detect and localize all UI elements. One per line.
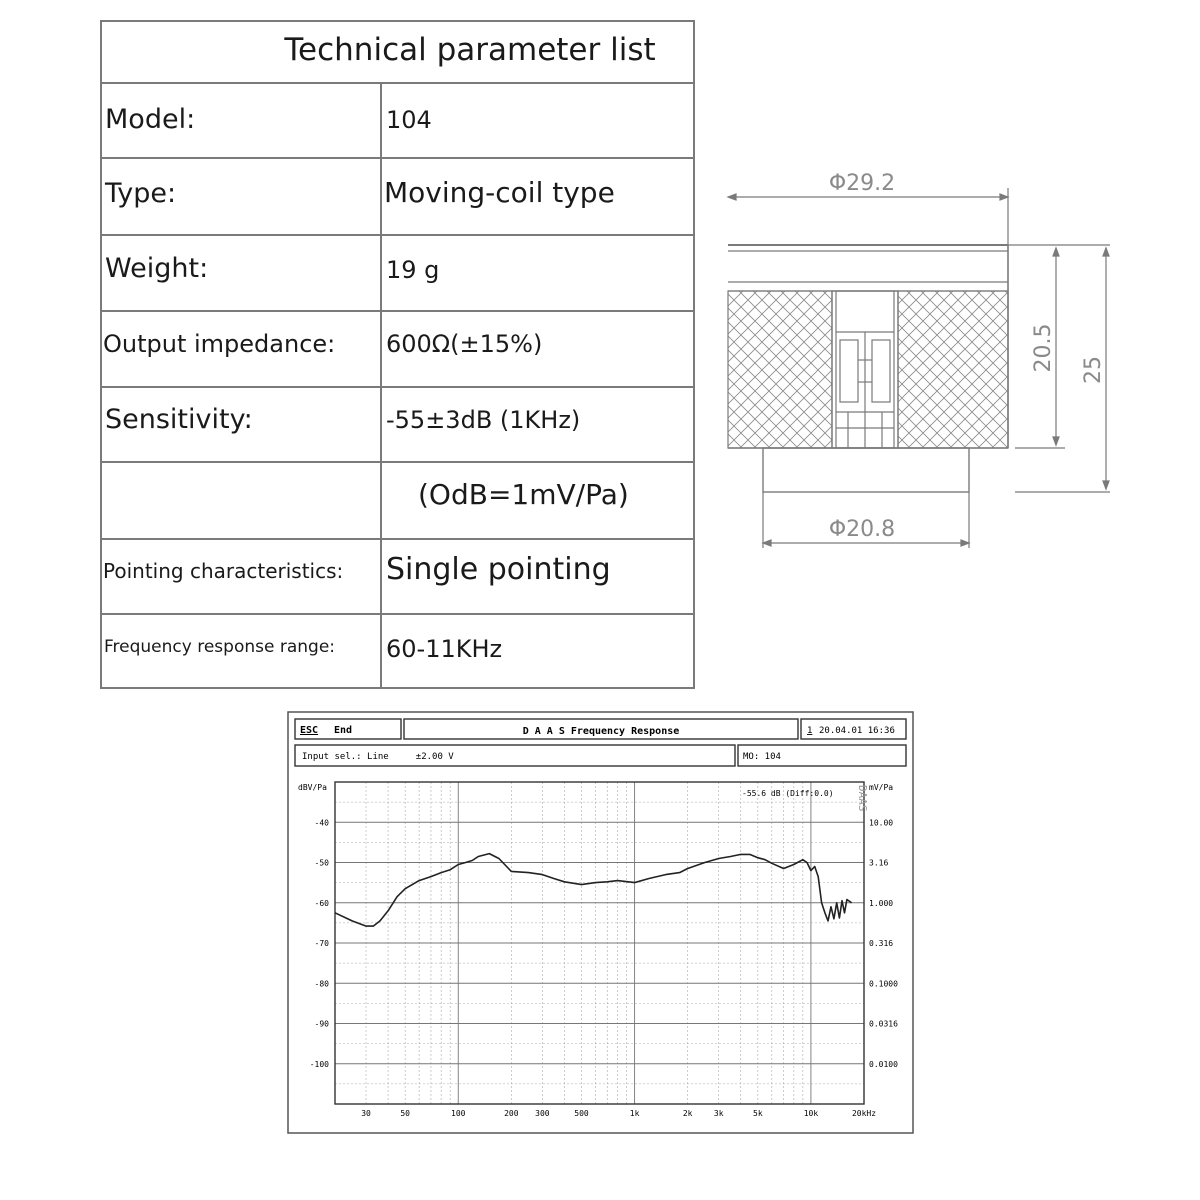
frequency-response-window (287, 711, 914, 1134)
table-rule (100, 461, 695, 463)
dim-arrow (1103, 481, 1109, 489)
x-tick-label: 1k (629, 1109, 640, 1118)
dim-label-top: Φ29.2 (828, 171, 896, 196)
table-rule (100, 157, 695, 159)
daas-watermark: DAAS (856, 785, 869, 812)
y-tick-label-left: -50 (314, 858, 329, 868)
end-key[interactable]: End (334, 725, 353, 736)
param-value-model: 104 (386, 106, 432, 134)
param-label-type: Type: (105, 178, 177, 209)
model-tag: MO: 104 (743, 752, 781, 762)
dim-arrow (728, 194, 736, 200)
param-value-reference: (OdB=1mV/Pa) (418, 478, 629, 511)
y-tick-label-right: 0.0316 (869, 1019, 898, 1029)
esc-key[interactable]: ESC (300, 725, 319, 736)
date-time: 20.04.01 16:36 (819, 726, 895, 736)
y-tick-label-right: 3.16 (869, 858, 889, 868)
frequency-response-svg (287, 711, 914, 1134)
y-tick-label-left: -60 (314, 898, 329, 908)
y-tick-label-right: 10.00 (869, 818, 894, 828)
x-tick-label: 2k (682, 1109, 693, 1118)
param-value-frequency: 60-11KHz (386, 635, 503, 663)
y-tick-label-left: -80 (314, 979, 329, 989)
analyzer-title: D A A S Frequency Response (522, 726, 680, 737)
core-detail (840, 340, 858, 402)
x-tick-label: 5k (753, 1109, 763, 1118)
level-readout: -55.6 dB (Diff:0.0) (742, 789, 834, 798)
dim-arrow (1103, 248, 1109, 256)
x-tick-label: 10k (803, 1109, 819, 1118)
table-rule (100, 386, 695, 388)
x-tick-label: 50 (400, 1109, 410, 1118)
table-rule (100, 20, 695, 22)
input-select-label: Input sel.: Line ±2.00 V (302, 752, 454, 762)
table-rule (100, 234, 695, 236)
x-tick-label: 3k (713, 1109, 724, 1118)
param-label-sensitivity: Sensitivity: (105, 404, 253, 435)
hatched-section-right (898, 291, 1008, 448)
dim-label-outer: 25 (1081, 356, 1106, 384)
y-tick-label-right: 0.1000 (869, 979, 898, 989)
capsule-drawing-svg (720, 160, 1120, 550)
y-tick-label-left: -90 (314, 1019, 329, 1029)
dim-arrow (763, 540, 771, 546)
param-value-impedance: 600Ω(±15%) (386, 330, 543, 358)
y-tick-label-left: -100 (309, 1059, 329, 1069)
table-rule (100, 310, 695, 312)
dim-label-inner: 20.5 (1031, 323, 1056, 373)
param-value-sensitivity: -55±3dB (1KHz) (386, 406, 581, 434)
param-label-model: Model: (105, 104, 196, 135)
x-tick-label: 100 (451, 1109, 466, 1118)
y-axis-left-title: dBV/Pa (298, 783, 327, 792)
y-tick-label-right: 1.000 (869, 898, 894, 908)
table-rule (380, 82, 382, 689)
x-tick-label: 20kHz (851, 1109, 877, 1118)
table-rule (693, 20, 695, 689)
core-detail (872, 340, 890, 402)
param-label-pointing: Pointing characteristics: (103, 559, 344, 583)
table-title: Technical parameter list (284, 32, 656, 68)
param-value-weight: 19 g (386, 256, 440, 284)
table-rule (100, 20, 102, 689)
y-tick-label-right: 0.316 (869, 939, 894, 948)
page-number: 1 (807, 726, 813, 736)
dim-label-bottom: Φ20.8 (828, 517, 896, 542)
dim-arrow (1000, 194, 1008, 200)
x-tick-label: 200 (504, 1109, 519, 1118)
dim-arrow (1053, 437, 1059, 445)
param-label-frequency: Frequency response range: (104, 637, 336, 657)
dim-arrow (961, 540, 969, 546)
dim-arrow (1053, 248, 1059, 256)
y-tick-label-left: -70 (314, 939, 329, 948)
x-tick-label: 300 (535, 1109, 550, 1118)
hatched-section-left (728, 291, 832, 448)
table-rule (100, 538, 695, 540)
param-value-pointing: Single pointing (386, 552, 611, 587)
y-tick-label-left: -40 (314, 818, 329, 828)
y-axis-right-title: mV/Pa (869, 783, 894, 792)
x-tick-label: 500 (574, 1109, 589, 1118)
bottom-boss (763, 448, 969, 492)
capsule-dimension-drawing (720, 160, 1120, 550)
parameter-table (100, 20, 695, 690)
param-label-impedance: Output impedance: (103, 330, 336, 358)
window-frame (288, 712, 913, 1133)
table-rule (100, 687, 695, 689)
param-label-weight: Weight: (105, 253, 209, 284)
param-value-type: Moving-coil type (384, 176, 615, 209)
x-tick-label: 30 (361, 1109, 371, 1118)
table-rule (100, 82, 695, 84)
table-rule (100, 613, 695, 615)
y-tick-label-right: 0.0100 (869, 1059, 898, 1069)
